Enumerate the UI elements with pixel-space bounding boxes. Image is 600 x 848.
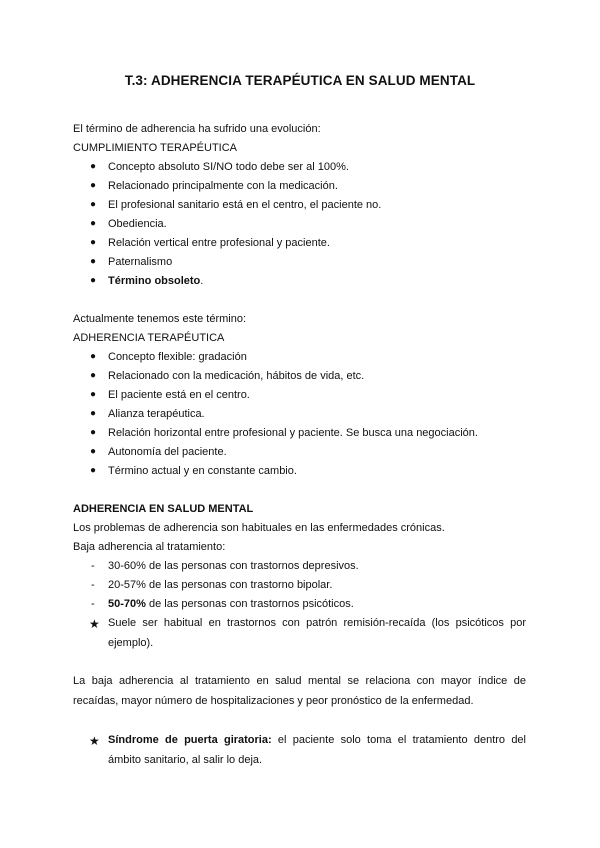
bullet-icon: ● — [90, 180, 97, 191]
list-item: Paternalismo — [108, 256, 173, 268]
dash-icon: - — [91, 598, 95, 610]
list-item: Término actual y en constante cambio. — [108, 465, 297, 477]
list-item-psychotic — [108, 597, 354, 611]
list-item: 30-60% de las personas con trastornos depresivos. — [108, 560, 359, 572]
revolving-door-label: Síndrome de puerta giratoria: — [108, 734, 272, 746]
bullet-icon: ● — [90, 161, 97, 172]
list-item: El paciente está en el centro. — [108, 389, 250, 401]
section1-heading: CUMPLIMIENTO TERAPÉUTICA — [73, 142, 238, 154]
list-item: Alianza terapéutica. — [108, 408, 205, 420]
star-icon: ★ — [89, 617, 100, 631]
list-item: 20-57% de las personas con trastorno bipolar. — [108, 579, 333, 591]
list-item: Obediencia. — [108, 218, 167, 230]
section2-heading: ADHERENCIA TERAPÉUTICA — [73, 332, 225, 344]
bullet-icon: ● — [90, 218, 97, 229]
bullet-icon: ● — [90, 275, 97, 286]
section1-intro: El término de adherencia ha sufrido una evolución: — [73, 123, 321, 135]
bullet-icon: ● — [90, 408, 97, 419]
star-note: Suele ser habitual en trastornos con patrón remisión-recaída (los psicóticos por ejemplo). — [108, 617, 526, 649]
revolving-door-note — [108, 731, 526, 770]
bullet-icon: ● — [90, 446, 97, 457]
revolving-door-text: el paciente solo toma el tratamiento dentro del ámbito sanitario, al salir lo deja. — [108, 734, 526, 766]
list-item: Concepto absoluto SI/NO todo debe ser al 100%. — [108, 161, 349, 173]
bullet-icon: ● — [90, 256, 97, 267]
list-item: Concepto flexible: gradación — [108, 351, 247, 363]
list-item: Relacionado principalmente con la medicación. — [108, 180, 338, 192]
bullet-icon: ● — [90, 370, 97, 381]
bullet-icon: ● — [90, 351, 97, 362]
bullet-icon: ● — [90, 199, 97, 210]
list-item: Autonomía del paciente. — [108, 446, 227, 458]
dash-icon: - — [91, 579, 95, 591]
star-icon: ★ — [89, 734, 100, 748]
list-item: Relacionado con la medicación, hábitos de vida, etc. — [108, 370, 365, 382]
section3-heading: ADHERENCIA EN SALUD MENTAL — [73, 503, 254, 515]
list-item: Relación vertical entre profesional y paciente. — [108, 237, 330, 249]
list-item: El profesional sanitario está en el centro, el paciente no. — [108, 199, 382, 211]
bullet-icon: ● — [90, 427, 97, 438]
psychotic-percentage: 50-70% — [108, 598, 146, 610]
obsolete-term-tail: . — [200, 275, 204, 287]
page-title: T.3: ADHERENCIA TERAPÉUTICA EN SALUD MENTAL — [124, 73, 476, 88]
list-item-obsolete — [108, 274, 203, 288]
section3-line1: Los problemas de adherencia son habituales en las enfermedades crónicas. — [73, 522, 445, 534]
bullet-icon: ● — [90, 237, 97, 248]
bullet-icon: ● — [90, 389, 97, 400]
section3-line2: Baja adherencia al tratamiento: — [73, 541, 226, 553]
list-item: Relación horizontal entre profesional y paciente. Se busca una negociación. — [108, 427, 478, 439]
obsolete-term: Término obsoleto — [108, 275, 201, 287]
dash-icon: - — [91, 560, 95, 572]
bullet-icon: ● — [90, 465, 97, 476]
psychotic-tail: de las personas con trastornos psicóticos. — [145, 598, 354, 610]
adherence-paragraph: La baja adherencia al tratamiento en salud mental se relaciona con mayor índice de recaídas, mayor número de hospitalizaciones y peor pronóstico de la enfermedad. — [73, 675, 526, 707]
section2-intro: Actualmente tenemos este término: — [73, 313, 247, 325]
